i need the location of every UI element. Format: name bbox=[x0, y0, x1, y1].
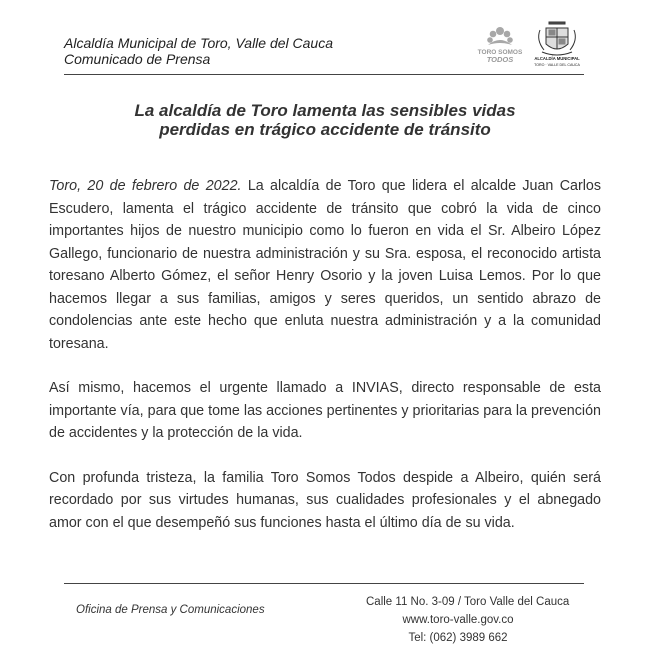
dateline: Toro, 20 de febrero de 2022. bbox=[49, 178, 242, 194]
body-paragraph-1 bbox=[49, 175, 601, 355]
title-line-2: perdidas en trágico accidente de tránsito bbox=[159, 120, 491, 139]
press-release-body bbox=[49, 175, 601, 556]
document-header bbox=[64, 35, 333, 67]
toro-logo-line2: TODOS bbox=[486, 55, 514, 64]
alcaldia-coat-of-arms-logo bbox=[530, 16, 584, 68]
alcaldia-logo-line1: ALCALDÍA MUNICIPAL bbox=[534, 56, 580, 61]
footer-divider bbox=[64, 583, 584, 584]
title-line-1: La alcaldía de Toro lamenta las sensibles vidas bbox=[134, 101, 516, 120]
footer-phone: Tel: (062) 3989 662 bbox=[408, 632, 508, 644]
header-divider bbox=[64, 74, 584, 75]
header-municipality: Alcaldía Municipal de Toro, Valle del Cauca bbox=[64, 35, 334, 51]
body-paragraph-2: Así mismo, hacemos el urgente llamado a INVIAS, directo responsable de esta importante vía, para que tome las acciones pertinentes y prioritarias para la prevención de accidentes y la protección de la vida. bbox=[49, 380, 601, 441]
toro-somos-todos-logo bbox=[476, 17, 524, 65]
alcaldia-logo-line2: TORO · VALLE DEL CAUCA bbox=[534, 63, 580, 67]
press-release-title bbox=[64, 101, 586, 139]
footer-address: Calle 11 No. 3-09 / Toro Valle del Cauca bbox=[366, 596, 570, 608]
paragraph-1-text: La alcaldía de Toro que lidera el alcalde Juan Carlos Escudero, lamenta el trágico accidente de tránsito que cobró la vida de cinco importantes hijos de nuestro municipio como lo fueron en vida el Sr. Albeiro López Gallego, funcionario de nuestra administración y su Sra. esposa, el reconocido artista toresano Alberto Gómez, el señor Henry Osorio y la joven Luisa Lemos. Por lo que hacemos llegar a sus familias, amigos y seres queridos, un sentido abrazo de condolencias ante este hecho que enluta nuestra administración y a la comunidad toresana. bbox=[49, 178, 602, 352]
toro-logo-line1: TORO SOMOS bbox=[477, 49, 523, 56]
header-doc-type: Comunicado de Prensa bbox=[64, 51, 211, 67]
footer-website[interactable]: www.toro-valle.gov.co bbox=[402, 614, 514, 626]
footer-contact bbox=[366, 593, 570, 647]
footer-office: Oficina de Prensa y Comunicaciones bbox=[76, 604, 265, 616]
body-paragraph-3: Con profunda tristeza, la familia Toro Somos Todos despide a Albeiro, quién será recordado por sus virtudes humanas, sus cualidades profesionales y el abnegado amor con el que desempeñó sus funciones hasta el último día de su vida. bbox=[49, 469, 601, 531]
